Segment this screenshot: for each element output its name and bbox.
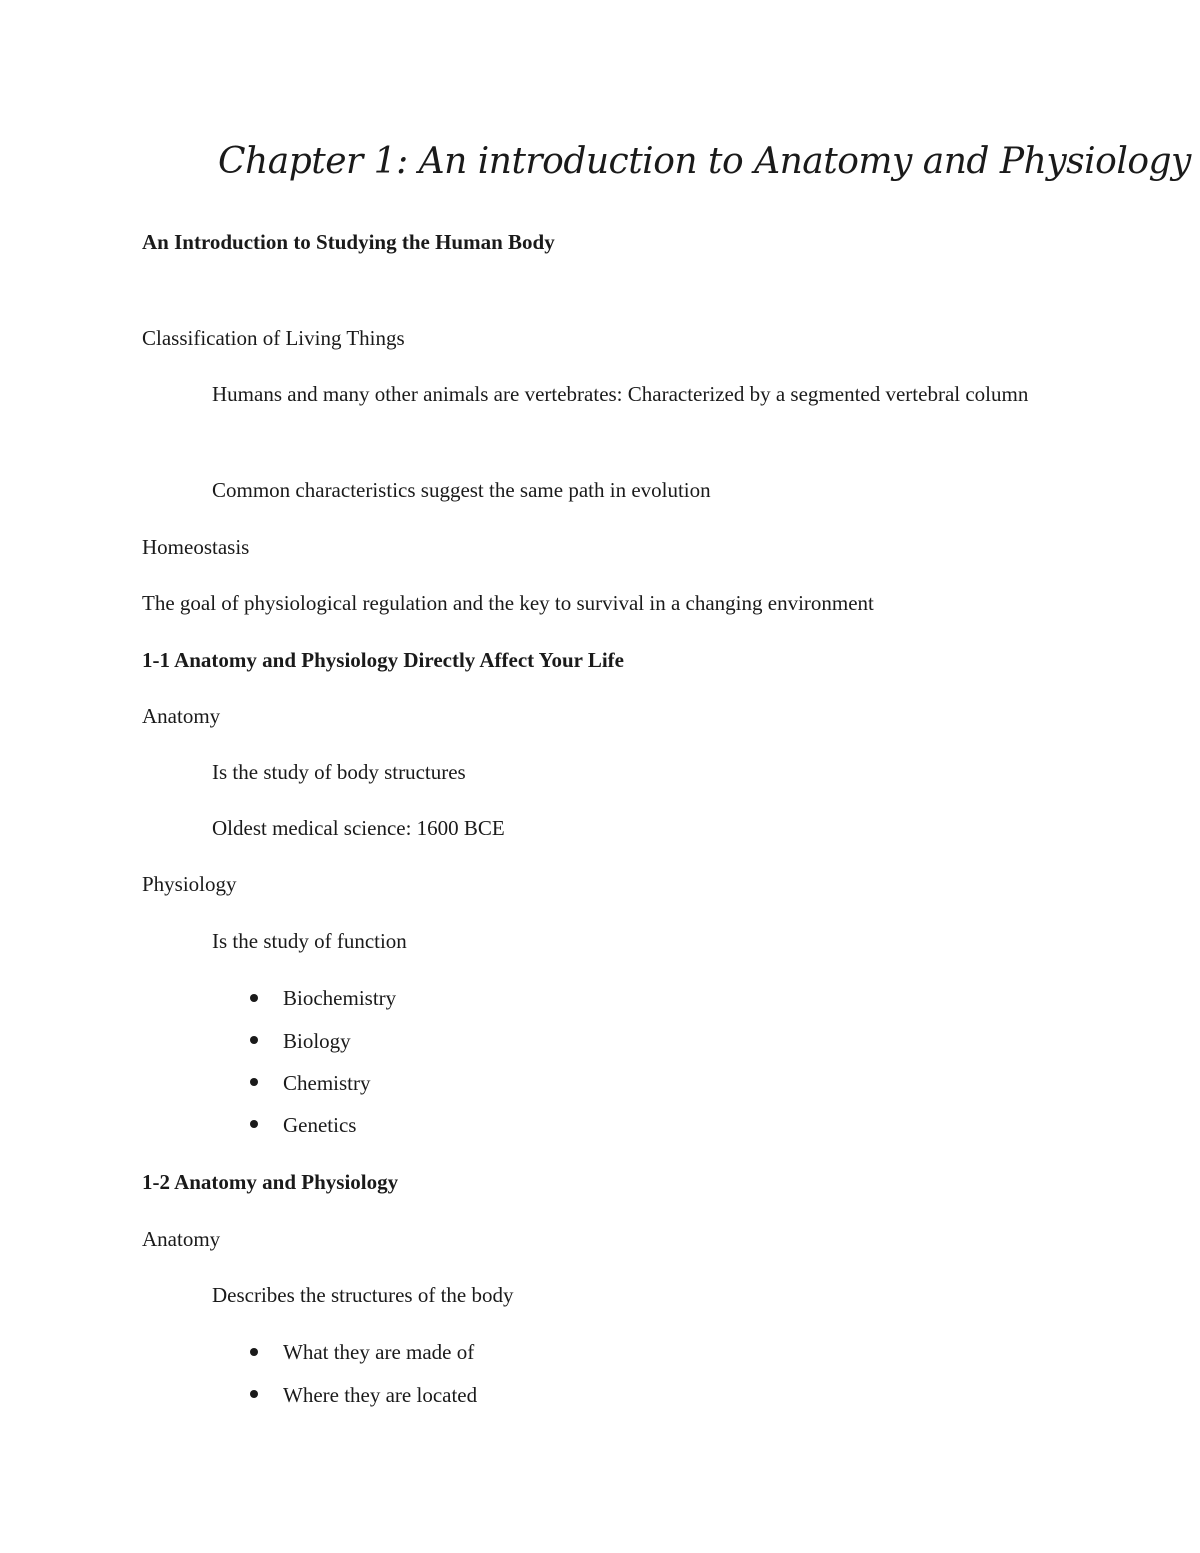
vertebrates-paragraph: Humans and many other animals are vertebrates: Characterized by a segmented vertebral column xyxy=(212,382,1029,406)
bullet-icon xyxy=(250,994,258,1002)
anatomy-definition: Is the study of body structures xyxy=(212,760,466,784)
anatomy-describes: Describes the structures of the body xyxy=(212,1283,514,1307)
homeostasis-text: The goal of physiological regulation and the key to survival in a changing environment xyxy=(142,591,874,615)
bullet-icon xyxy=(250,1390,258,1398)
section-1-2-heading: 1-2 Anatomy and Physiology xyxy=(142,1170,399,1194)
bullet-icon xyxy=(250,1078,258,1086)
list-item: Biology xyxy=(283,1029,351,1053)
anatomy-heading: Anatomy xyxy=(142,704,221,728)
list-item: Biochemistry xyxy=(283,986,397,1010)
anatomy-heading-2: Anatomy xyxy=(142,1227,221,1251)
bullet-icon xyxy=(250,1348,258,1356)
physiology-heading: Physiology xyxy=(142,872,237,896)
list-item: Genetics xyxy=(283,1113,357,1137)
list-item: What they are made of xyxy=(283,1340,475,1364)
chapter-title: Chapter 1: An introduction to Anatomy and Physiology xyxy=(218,141,1191,182)
anatomy-oldest: Oldest medical science: 1600 BCE xyxy=(212,816,505,840)
bullet-icon xyxy=(250,1120,258,1128)
homeostasis-heading: Homeostasis xyxy=(142,535,250,559)
list-item: Where they are located xyxy=(283,1383,478,1407)
physiology-definition: Is the study of function xyxy=(212,929,407,953)
bullet-icon xyxy=(250,1036,258,1044)
list-item: Chemistry xyxy=(283,1071,371,1095)
evolution-text: Common characteristics suggest the same path in evolution xyxy=(212,478,711,502)
intro-heading: An Introduction to Studying the Human Body xyxy=(142,230,555,254)
section-1-1-heading: 1-1 Anatomy and Physiology Directly Affect Your Life xyxy=(142,648,624,672)
classification-heading: Classification of Living Things xyxy=(142,326,405,350)
